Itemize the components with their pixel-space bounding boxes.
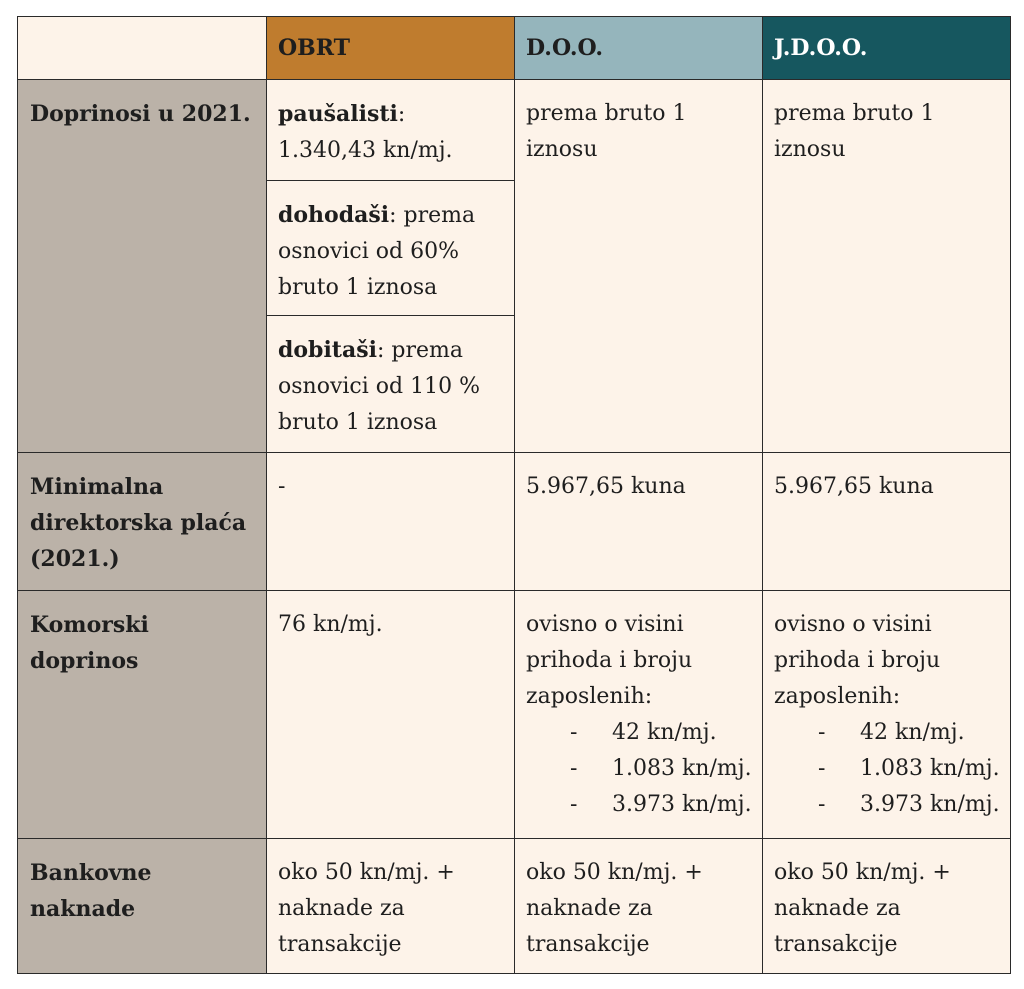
text-pausalisti: : 1.340,43 kn/mj. xyxy=(278,102,453,163)
corner-cell xyxy=(18,17,267,80)
label-dobitasi: dobitaši xyxy=(278,337,377,363)
dash-marker: - xyxy=(570,756,578,781)
comparison-table xyxy=(17,16,1011,974)
list-item-text: 3.973 kn/mj. xyxy=(612,792,752,817)
list-item xyxy=(774,787,1000,823)
list-item xyxy=(526,751,752,787)
cell-doo-komorski-doprinos xyxy=(515,591,763,839)
column-header-obrt: OBRT xyxy=(267,17,515,80)
dash-marker: - xyxy=(818,792,826,817)
cell-jdoo-minimalna-placa: 5.967,65 kuna xyxy=(763,453,1011,591)
dash-marker: - xyxy=(818,720,826,745)
cell-jdoo-komorski-doprinos xyxy=(763,591,1011,839)
row-minimalna-placa xyxy=(18,453,1011,591)
list-item-text: 1.083 kn/mj. xyxy=(612,756,752,781)
cell-obrt-bankovne-naknade: oko 50 kn/mj. + naknade za transakcije xyxy=(267,839,515,974)
cell-jdoo-bankovne-naknade: oko 50 kn/mj. + naknade za transakcije xyxy=(763,839,1011,974)
dash-marker: - xyxy=(818,756,826,781)
komorski-jdoo-intro: ovisno o visini prihoda i broju zaposlenih: xyxy=(774,612,941,709)
cell-obrt-pausalisti xyxy=(267,80,515,181)
column-header-jdoo: J.D.O.O. xyxy=(763,17,1011,80)
list-item xyxy=(774,715,1000,751)
text-dobitasi: : prema osnovici od 110 % bruto 1 iznosa xyxy=(278,338,480,435)
list-item-text: 42 kn/mj. xyxy=(860,720,965,745)
dash-marker: - xyxy=(570,792,578,817)
list-item-text: 42 kn/mj. xyxy=(612,720,717,745)
row-doprinosi xyxy=(18,80,1011,181)
row-header-doprinosi: Doprinosi u 2021. xyxy=(18,80,267,453)
komorski-jdoo-list xyxy=(774,715,1000,823)
column-header-doo: D.O.O. xyxy=(515,17,763,80)
list-item xyxy=(774,751,1000,787)
row-header-bankovne-naknade: Bankovne naknade xyxy=(18,839,267,974)
row-komorski-doprinos xyxy=(18,591,1011,839)
cell-doo-bankovne-naknade: oko 50 kn/mj. + naknade za transakcije xyxy=(515,839,763,974)
cell-obrt-komorski-doprinos: 76 kn/mj. xyxy=(267,591,515,839)
dash-marker: - xyxy=(570,720,578,745)
komorski-doo-list xyxy=(526,715,752,823)
list-item-text: 3.973 kn/mj. xyxy=(860,792,1000,817)
cell-doo-doprinosi: prema bruto 1 iznosu xyxy=(515,80,763,453)
row-bankovne-naknade xyxy=(18,839,1011,974)
cell-obrt-dohodasi xyxy=(267,181,515,316)
label-pausalisti: paušalisti xyxy=(278,101,398,127)
cell-jdoo-doprinosi: prema bruto 1 iznosu xyxy=(763,80,1011,453)
cell-obrt-minimalna-placa: - xyxy=(267,453,515,591)
text-dohodasi: : prema osnovici od 60% bruto 1 iznosa xyxy=(278,203,476,300)
cell-obrt-dobitasi xyxy=(267,316,515,453)
komorski-doo-intro: ovisno o visini prihoda i broju zaposlenih: xyxy=(526,612,693,709)
list-item xyxy=(526,715,752,751)
row-header-minimalna-placa: Minimalna direktorska plaća (2021.) xyxy=(18,453,267,591)
header-row xyxy=(18,17,1011,80)
label-dohodasi: dohodaši xyxy=(278,202,390,228)
row-header-komorski-doprinos: Komorski doprinos xyxy=(18,591,267,839)
cell-doo-minimalna-placa: 5.967,65 kuna xyxy=(515,453,763,591)
list-item-text: 1.083 kn/mj. xyxy=(860,756,1000,781)
list-item xyxy=(526,787,752,823)
